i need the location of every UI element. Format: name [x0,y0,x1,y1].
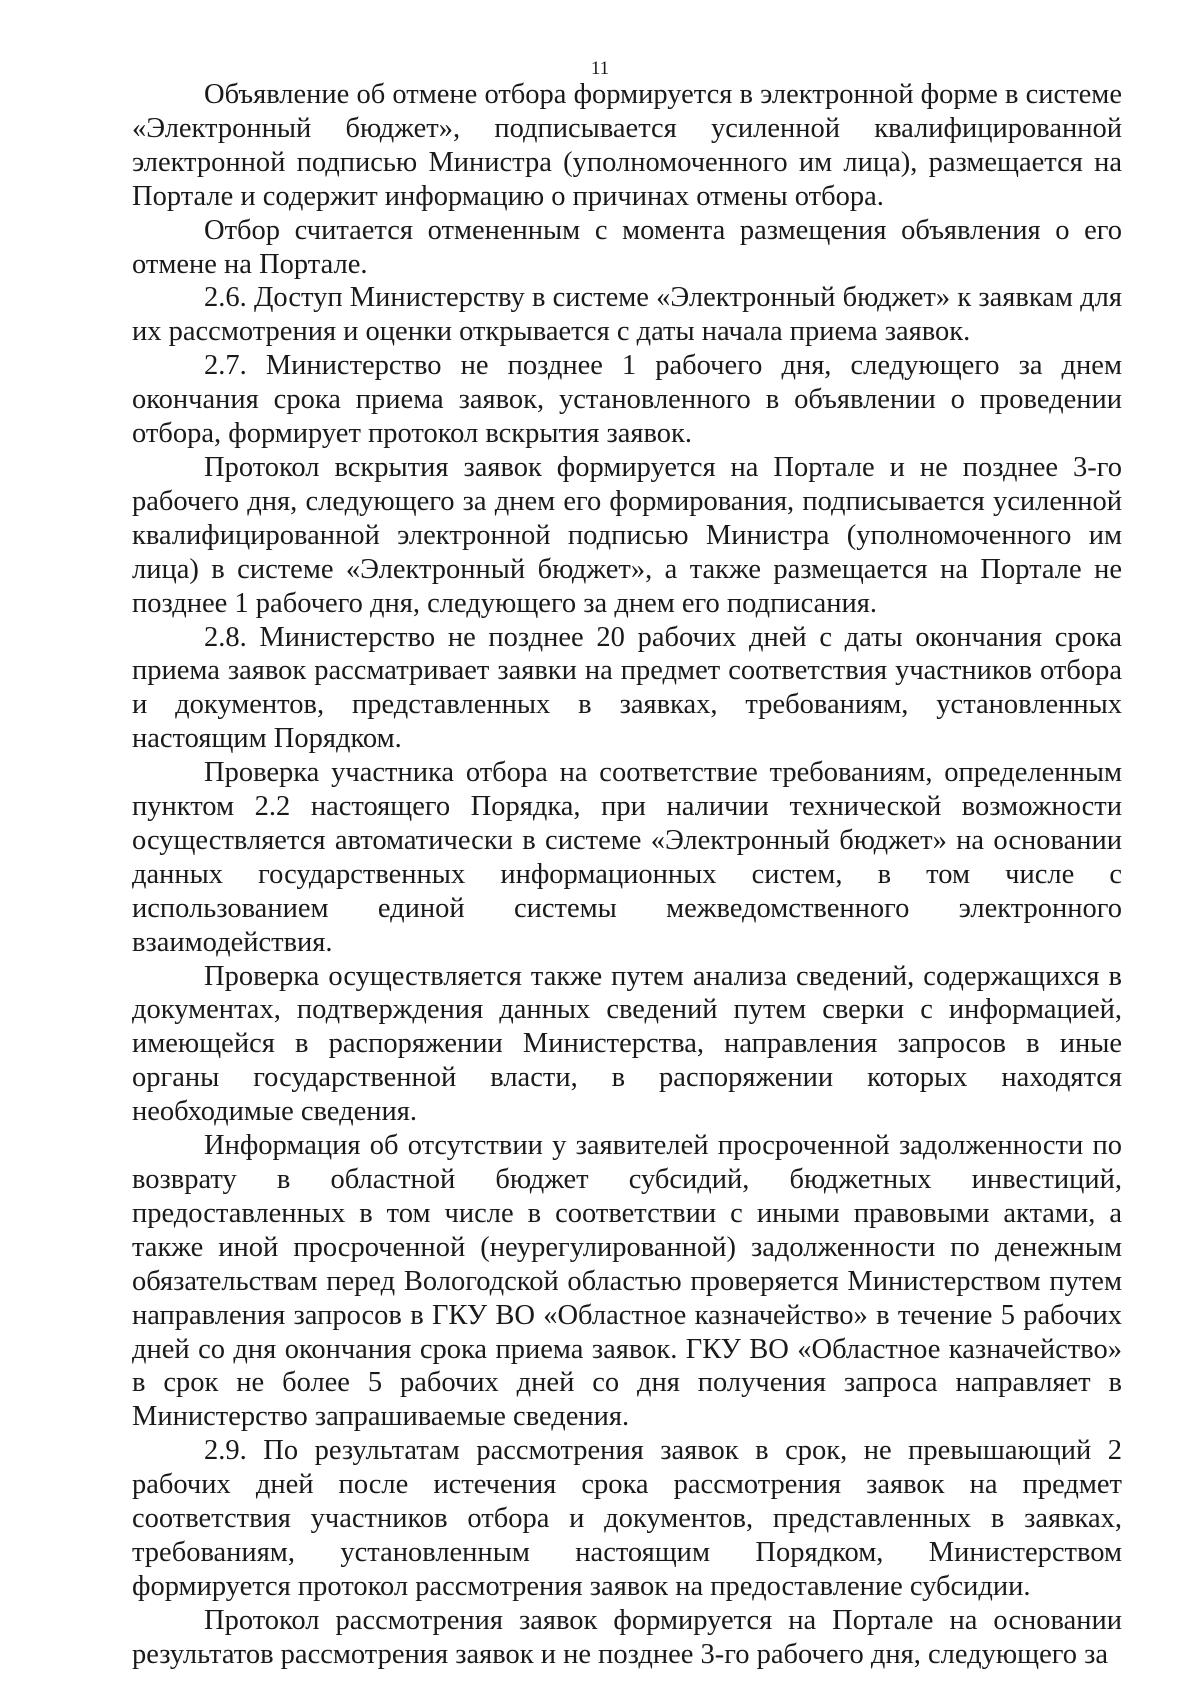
paragraph-2-8: 2.8. Министерство не позднее 20 рабочих дней с даты окончания срока приема заявок рассматривает заявки на предмет соответствия участников отбора и документов, представленных в заявках, требованиям, установленных настоящим Порядком. [132,621,1122,755]
page-number: 11 [590,58,610,79]
paragraph-2-6: 2.6. Доступ Министерству в системе «Электронный бюджет» к заявкам для их рассмотрения и оценки открывается с даты начала приема заявок. [132,282,1122,348]
paragraph-cancellation-effective: Отбор считается отмененным с момента размещения объявления о его отмене на Портале. [132,214,1122,280]
paragraph-debt-information: Информация об отсутствии у заявителей просроченной задолженности по возврату в областной бюджет субсидий, бюджетных инвестиций, предоставленных в том числе в соответствии с иными правовыми актами, а также иной просроченной (неурегулированной) задолженности по денежным обязательствам перед Вологодской областью проверяется Министерством путем направления запросов в ГКУ ВО «Областное казначейство» в течение 5 рабочих дней со дня окончания срока приема заявок. ГКУ ВО «Областное казначейство» в срок не более 5 рабочих дней со дня получения запроса направляет в Министерство запрашиваемые сведения. [132,1130,1122,1433]
paragraph-2-9: 2.9. По результатам рассмотрения заявок в срок, не превышающий 2 рабочих дней после истечения срока рассмотрения заявок на предмет соответствия участников отбора и документов, представленных в заявках, требованиям, установленным настоящим Порядком, Министерством формируется протокол рассмотрения заявок на предоставление субсидии. [132,1435,1122,1602]
paragraph-cancellation-announcement: Объявление об отмене отбора формируется в электронной форме в системе «Электронный бюджет», подписывается усиленной квалифицированной электронной подписью Министра (уполномоченного им лица), размещается на Портале и содержит информацию о причинах отмены отбора. [132,79,1122,212]
paragraph-2-7: 2.7. Министерство не позднее 1 рабочего дня, следующего за днем окончания срока приема заявок, установленного в объявлении о проведении отбора, формирует протокол вскрытия заявок. [132,350,1122,450]
paragraph-review-protocol: Протокол рассмотрения заявок формируется на Портале на основании результатов рассмотрения заявок и не позднее 3-го рабочего дня, следующего за [132,1604,1122,1670]
paragraph-participant-check: Проверка участника отбора на соответствие требованиям, определенным пунктом 2.2 настоящего Порядка, при наличии технической возможности осуществляется автоматически в системе «Электронный бюджет» на основании данных государственных информационных систем, в том числе с использованием единой системы межведомственного электронного взаимодействия. [132,757,1122,958]
document-body [132,78,1122,1672]
paragraph-document-analysis: Проверка осуществляется также путем анализа сведений, содержащихся в документах, подтверждения данных сведений путем сверки с информацией, имеющейся в распоряжении Министерства, направления запросов в иные органы государственной власти, в распоряжении которых находятся необходимые сведения. [132,960,1122,1128]
paragraph-opening-protocol: Протокол вскрытия заявок формируется на Портале и не позднее 3-го рабочего дня, следующего за днем его формирования, подписывается усиленной квалифицированной электронной подписью Министра (уполномоченного им лица) в системе «Электронный бюджет», а также размещается на Портале не позднее 1 рабочего дня, следующего за днем его подписания. [132,451,1122,619]
